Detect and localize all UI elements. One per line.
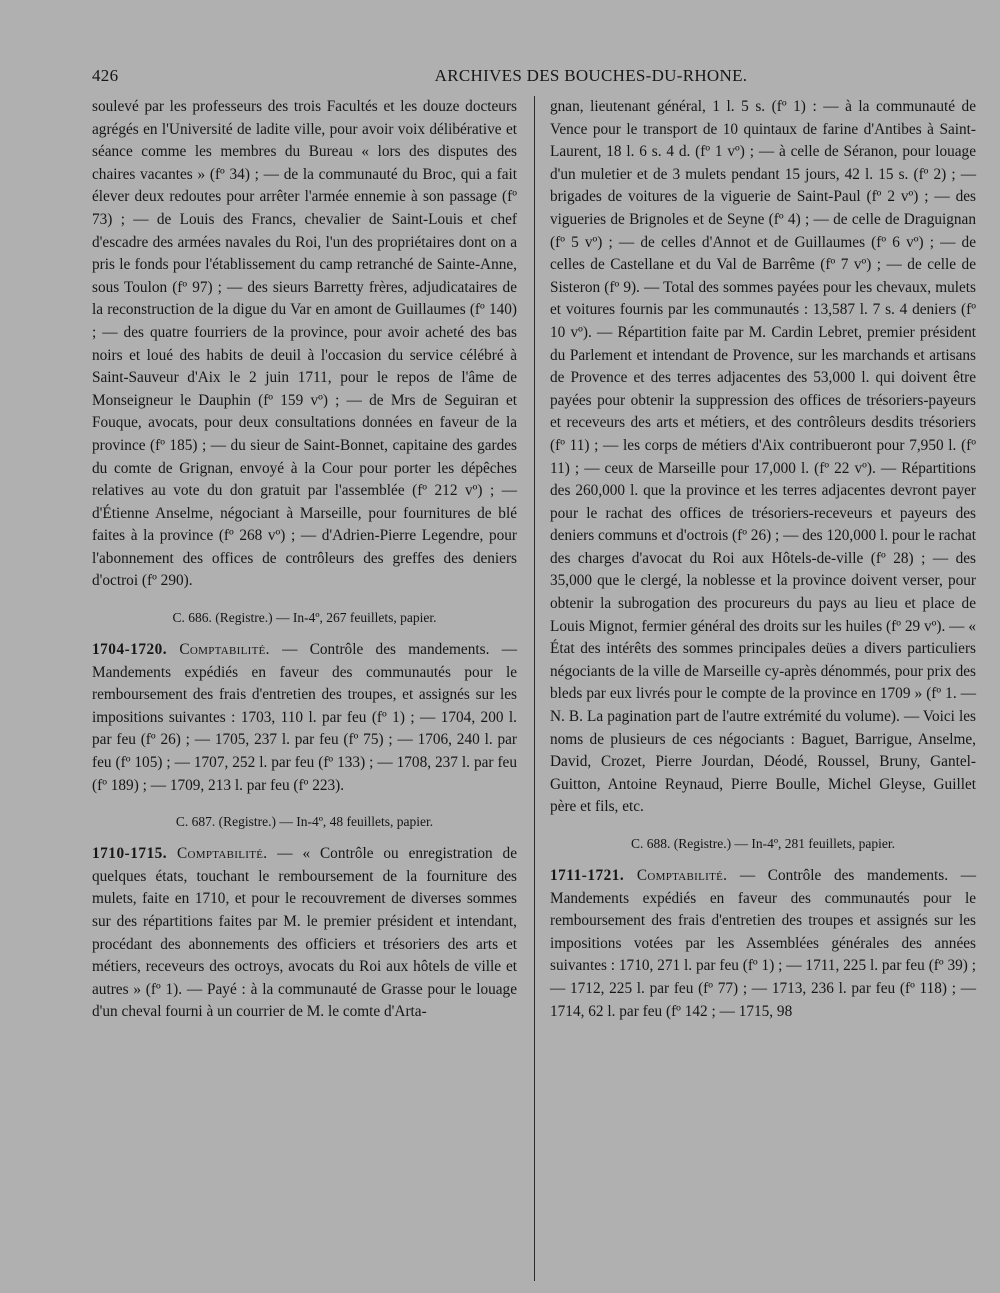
entry-subject: Comptabilité. xyxy=(179,641,270,659)
entry-dates: 1710-1715. xyxy=(92,845,168,863)
running-title: ARCHIVES DES BOUCHES-DU-RHONE. xyxy=(434,66,748,85)
left-column xyxy=(92,96,517,1024)
column-divider xyxy=(534,96,535,1281)
entry-688 xyxy=(550,865,976,1023)
running-head xyxy=(92,66,972,90)
right-column xyxy=(550,96,976,1023)
call-number-687: C. 687. (Registre.) — In-4º, 48 feuillets, papier. xyxy=(175,814,434,830)
continuation-paragraph: soulevé par les professeurs des trois Facultés et les douze docteurs agrégés en l'Université de ladite ville, pour avoir voix délibérative et séance comme les membres du Bureau « lors des disputes des chaires vacantes » (fº 34) ; — de la communauté du Broc, qui a fait élever deux redoutes pour arrêter l'armée ennemie à son passage (fº 73) ; — de Louis des Francs, chevalier de Saint-Louis et chef d'escadre des armées navales du Roi, l'un des propriétaires dont on a pris le fonds pour l'établissement du camp retranché de Sainte-Anne, sous Toulon (fº 97) ; — des sieurs Barretty frères, adjudicataires de la reconstruction de la digue du Var en amont de Guillaumes (fº 140) ; — des quatre fourriers de la province, pour avoir acheté des bas noirs et loué des habits de deuil à l'occasion du service célébré à Saint-Sauveur d'Aix le 2 juin 1711, pour le repos de l'âme de Monseigneur le Dauphin (fº 159 vº) ; — de Mrs de Seguiran et Fouque, avocats, pour deux consultations données en faveur de la province (fº 185) ; — du sieur de Saint-Bonnet, capitaine des gardes du comte de Grignan, envoyé à la Cour pour porter les dépêches relatives au vote du don gratuit par l'assemblée (fº 212 vº) ; — d'Étienne Anselme, négociant à Marseille, pour fournitures de blé faites à la province (fº 268 vº) ; — d'Adrien-Pierre Legendre, pour l'abonnement des offices de contrôleurs des greffes des deniers d'octroi (fº 290). xyxy=(92,98,517,590)
entry-text: — Contrôle des mandements. — Mandements expédiés en faveur des communautés pour le remboursement des frais d'entretien des troupes, et assignés sur les impositions suivantes : 1703, 110 l. par feu (fº 1) ; — 1704, 200 l. par feu (fº 26) ; — 1705, 237 l. par feu (fº 75) ; — 1706, 240 l. par feu (fº 105) ; — 1707, 252 l. par feu (fº 133) ; — 1708, 237 l. par feu (fº 189) ; — 1709, 213 l. par feu (fº 223). xyxy=(92,641,517,794)
call-number-688: C. 688. (Registre.) — In-4º, 281 feuillets, papier. xyxy=(630,836,895,851)
continuation-paragraph: gnan, lieutenant général, 1 l. 5 s. (fº 1) : — à la communauté de Vence pour le transport de 10 quintaux de farine d'Antibes à Saint-Laurent, 18 l. 6 s. 4 d. (fº 1 vº) ; — à celle de Séranon, pour louage d'un muletier et de 3 mulets pendant 15 jours, 42 l. 15 s. (fº 2) ; — brigades de voitures de la viguerie de Saint-Paul (fº 2 vº) ; — des vigueries de Brignoles et de Seyne (fº 4) ; — de celle de Draguignan (fº 5 vº) ; — de celles d'Annot et de Guillaumes (fº 6 vº) ; — de celles de Castellane et du Val de Barrême (fº 7 vº) ; — de celle de Sisteron (fº 9). — Total des sommes payées pour les chevaux, mulets et voitures fournis par les communautés : 13,587 l. 7 s. 4 deniers (fº 10 vº). — Répartition faite par M. Cardin Lebret, premier président du Parlement et intendant de Provence, sur les marchands et artisans de Provence et des terres adjacentes des 53,000 l. qui doivent être payées pour obtenir la suppression des offices de trésoriers-payeurs et receveurs des arts et métiers, et des contrôleurs desdits trésoriers (fº 11) ; — les corps de métiers d'Aix contribueront pour 7,950 l. (fº 11) ; — ceux de Marseille pour 17,000 l. (fº 22 vº). — Répartitions des 260,000 l. que la province et les terres adjacentes devront payer pour le rachat des offices de trésoriers-receveurs et payeurs des deniers communs et d'octrois (fº 26) ; — des 120,000 l. pour le rachat des charges d'avocat du Roi aux Hôtels-de-ville (fº 28) ; — des 35,000 que le clergé, la noblesse et la province doivent verser, pour obtenir la subrogation des procureurs du pays au lieu et place de Louis Mignot, fermier général des droits sur les huiles (fº 29 vº). — « État des intérêts des sommes principales deües a divers particuliers négociants de la ville de Marseille cy-après dénommés, pour prix des bleds par eux livrés pour le compte de la province en 1709 » (fº 1. — N. B. La pagination part de l'autre extrémité du volume). — Voici les noms de plusieurs de ces négociants : Baguet, Barrigue, Anselme, David, Crozet, Pierre Jourdan, Déodé, Roussel, Bruny, Gantel-Guitton, Antoine Reynaud, Pierre Boulle, Michel Gleyse, Guillet père et fils, etc. xyxy=(550,98,976,816)
entry-687 xyxy=(92,843,517,1024)
call-number-686: C. 686. (Registre.) — In-4º, 267 feuillets, papier. xyxy=(172,610,437,626)
page-number: 426 xyxy=(92,66,119,85)
entry-subject: Comptabilité. xyxy=(177,845,268,863)
entry-text: — Contrôle des mandements. — Mandements expédiés en faveur des communautés pour le remboursement des frais d'entretien des troupes et assignés sur les impositions votées par les Assemblées générales des années suivantes : 1710, 271 l. par feu (fº 1) ; — 1711, 225 l. par feu (fº 39) ; — 1712, 225 l. par feu (fº 77) ; — 1713, 236 l. par feu (fº 118) ; — 1714, 62 l. par feu (fº 142 ; — 1715, 98 xyxy=(550,867,976,1020)
entry-dates: 1711-1721. xyxy=(550,867,625,884)
entry-text: — « Contrôle ou enregistration de quelques états, touchant le remboursement de la fourniture des mulets, faite en 1710, et pour le recouvrement de diverses sommes sur des répartitions faites par M. le premier président et intendant, procédant des abonnements des officiers et trésoriers des arts et métiers, receveurs des octroys, avocats du Roi aux hôtels de ville et autres » (fº 1). — Payé : à la communauté de Grasse pour le louage d'un cheval fourni à un courrier de M. le comte d'Arta- xyxy=(92,845,517,1021)
entry-686 xyxy=(92,639,517,797)
entry-dates: 1704-1720. xyxy=(92,641,168,659)
entry-subject: Comptabilité. xyxy=(636,867,728,884)
